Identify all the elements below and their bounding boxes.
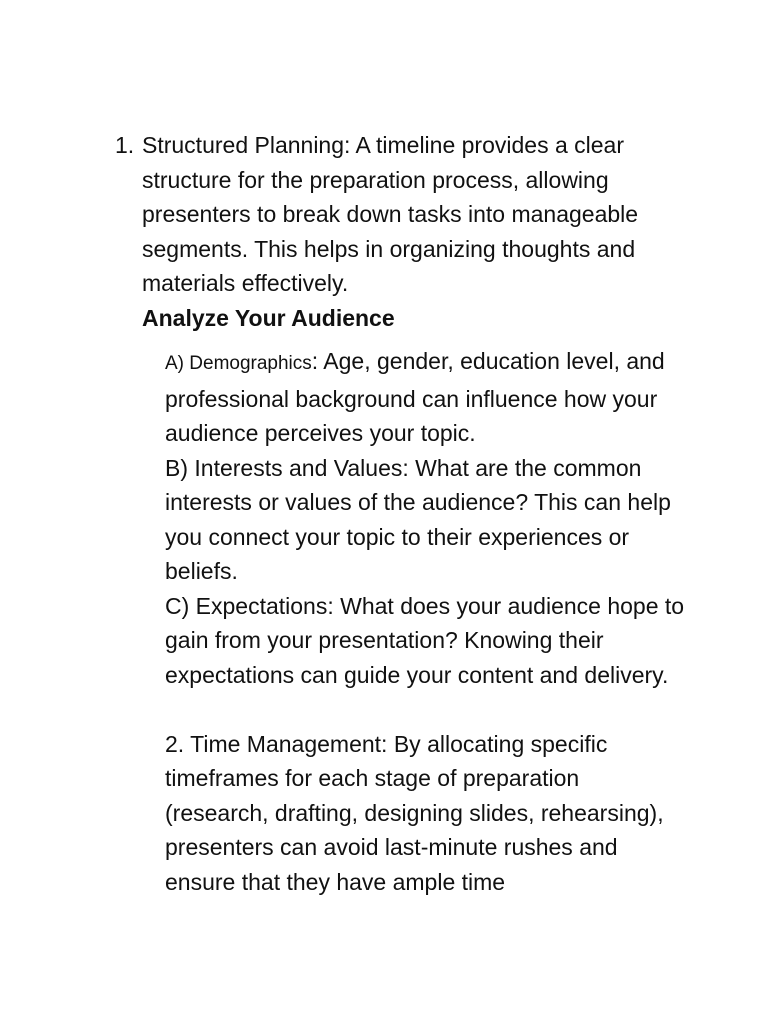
point-interests-values: B) Interests and Values: What are the common interests or values of the audience? This can help you connect your topic to their experiences or beliefs. (165, 454, 671, 584)
section-heading: Analyze Your Audience (142, 304, 395, 331)
list-item-structured-planning (115, 128, 675, 335)
point-demographics (165, 344, 685, 451)
demographics-text: : Age, gender, education level, and professional background can influence how your audience perceives your topic. (165, 348, 665, 446)
audience-points (165, 344, 685, 899)
blank-line (165, 692, 685, 727)
structured-planning-text: Structured Planning: A timeline provides a clear structure for the preparation process, allowing presenters to break down tasks into manageable segments. This helps in organizing thoughts and materials effectively. (142, 132, 639, 296)
list-number: 1. (115, 132, 135, 158)
point-expectations: C) Expectations: What does your audience hope to gain from your presentation? Knowing their expectations can guide your content and delivery. (165, 592, 685, 688)
time-management-text: 2. Time Management: By allocating specific timeframes for each stage of preparation (research, drafting, designing slides, rehearsing), presenters can avoid last-minute rushes and ensure that they have ample time (165, 730, 664, 895)
demographics-label: A) Demographics (165, 353, 312, 374)
